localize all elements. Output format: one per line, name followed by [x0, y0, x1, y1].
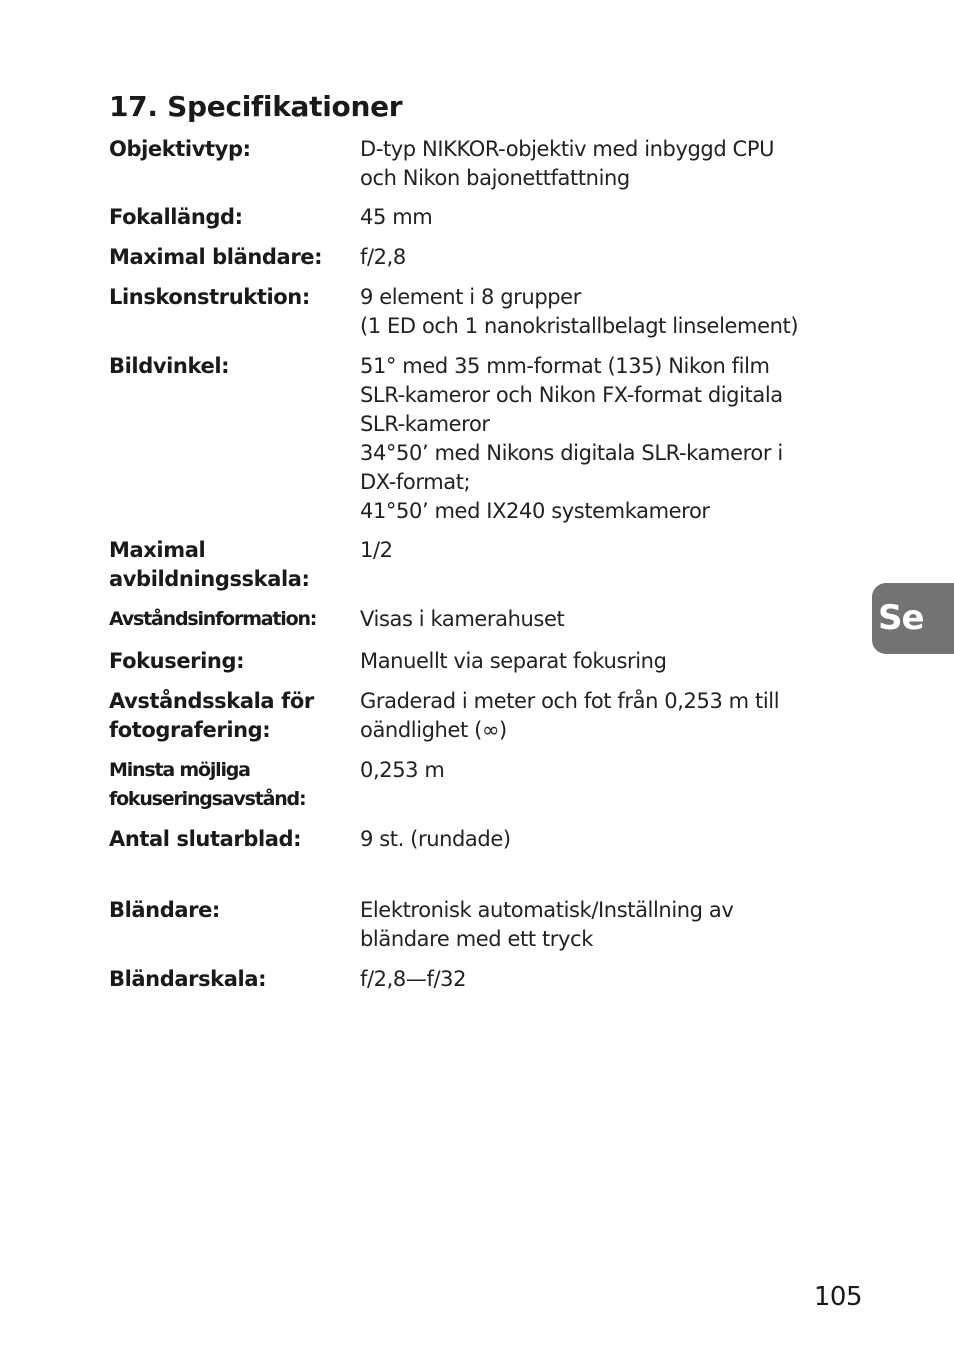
spec-label: Bildvinkel:	[109, 354, 230, 378]
spec-label: Linskonstruktion:	[109, 285, 310, 309]
spec-value: Visas i kamerahuset	[360, 607, 565, 631]
spec-value: 1/2	[360, 538, 393, 562]
spec-label: Minsta möjliga fokuseringsavstånd:	[109, 759, 306, 810]
spec-label: Bländare:	[109, 898, 220, 922]
spec-label: Avståndsinformation:	[109, 608, 317, 630]
spec-value: f/2,8—f/32	[360, 967, 467, 991]
spec-label: Maximal avbildningsskala:	[109, 538, 310, 591]
page-title: 17. Specifikationer	[109, 90, 403, 123]
spec-value: 51° med 35 mm-format (135) Nikon film SLR-kameror och Nikon FX-format digitala SLR-kameror 34°50’ med Nikons digitala SLR-kameror i DX-format; 41°50’ med IX240 systemkameror	[360, 354, 783, 523]
spec-value: 45 mm	[360, 205, 433, 229]
spec-value: 0,253 m	[360, 758, 445, 782]
spec-label: Objektivtyp:	[109, 137, 251, 161]
spec-label: Fokusering:	[109, 649, 245, 673]
spec-value: D-typ NIKKOR-objektiv med inbyggd CPU och Nikon bajonettfattning	[360, 137, 775, 190]
page-number: 105	[813, 1282, 862, 1312]
spec-value: 9 element i 8 grupper (1 ED och 1 nanokristallbelagt linselement)	[360, 285, 799, 338]
spec-value: 9 st. (rundade)	[360, 827, 511, 851]
spec-label: Antal slutarblad:	[109, 827, 302, 851]
spec-label: Maximal bländare:	[109, 245, 323, 269]
spec-label: Bländarskala:	[109, 967, 267, 991]
spec-label: Avståndsskala för fotografering:	[109, 689, 314, 742]
spec-value: Manuellt via separat fokusring	[360, 649, 667, 673]
spec-value: Elektronisk automatisk/Inställning av bländare med ett tryck	[360, 898, 734, 951]
language-tab: Se	[872, 583, 954, 654]
spec-value: Graderad i meter och fot från 0,253 m till oändlighet (∞)	[360, 689, 780, 742]
spec-label: Fokallängd:	[109, 205, 243, 229]
spec-value: f/2,8	[360, 245, 406, 269]
